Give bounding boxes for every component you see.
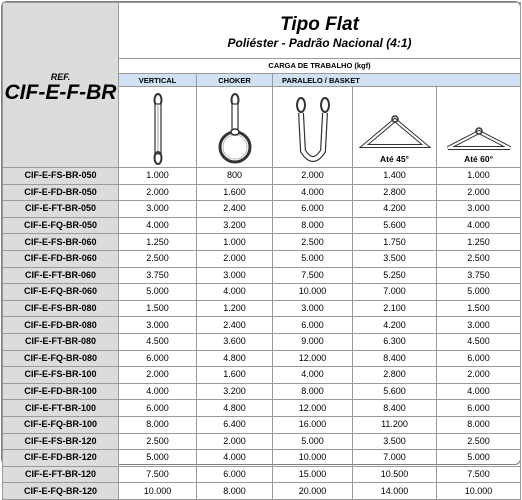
- table-row: [3, 168, 521, 185]
- basket-load-cell: 5.000: [273, 250, 353, 267]
- table-row: [3, 333, 521, 350]
- load-table: [2, 2, 521, 500]
- basket-load-cell: 20.000: [273, 483, 353, 500]
- angle60-load-cell: 4.000: [437, 383, 521, 400]
- angle45-pic-cell: [353, 87, 437, 168]
- angle-45-label: Até 45°: [380, 154, 409, 164]
- table-row: [3, 466, 521, 483]
- product-code-cell: CIF-E-FQ-BR-100: [3, 416, 119, 433]
- vertical-load-cell: 4.000: [119, 383, 197, 400]
- angle45-load-cell: 1.750: [353, 234, 437, 251]
- choker-load-cell: 3.200: [197, 383, 273, 400]
- vertical-sling-icon: [148, 91, 168, 167]
- basket-load-cell: 15.000: [273, 466, 353, 483]
- basket-load-cell: 3.000: [273, 300, 353, 317]
- table-row: [3, 267, 521, 284]
- vertical-load-cell: 2.500: [119, 250, 197, 267]
- choker-load-cell: 2.000: [197, 250, 273, 267]
- table-row: [3, 483, 521, 500]
- basket-pic-cell: [273, 87, 353, 168]
- angle45-load-cell: 4.200: [353, 317, 437, 334]
- angle45-load-cell: 10.500: [353, 466, 437, 483]
- choker-load-cell: 3.000: [197, 267, 273, 284]
- angle45-load-cell: 1.400: [353, 168, 437, 185]
- angle60-load-cell: 2.500: [437, 250, 521, 267]
- vertical-load-cell: 10.000: [119, 483, 197, 500]
- table-row: [3, 416, 521, 433]
- basket-load-cell: 12.000: [273, 400, 353, 417]
- table-row: [3, 234, 521, 251]
- choker-load-cell: 4.800: [197, 400, 273, 417]
- vertical-load-cell: 6.000: [119, 400, 197, 417]
- load-header: CARGA DE TRABALHO (kgf): [119, 59, 521, 74]
- product-code-cell: CIF-E-FQ-BR-060: [3, 284, 119, 301]
- angle-60-label: Até 60°: [464, 154, 493, 164]
- product-code-cell: CIF-E-FD-BR-100: [3, 383, 119, 400]
- choker-load-cell: 1.200: [197, 300, 273, 317]
- choker-load-cell: 2.400: [197, 201, 273, 218]
- basket-load-cell: 12.000: [273, 350, 353, 367]
- vertical-load-cell: 1.500: [119, 300, 197, 317]
- angle60-load-cell: 8.000: [437, 416, 521, 433]
- angle45-load-cell: 2.800: [353, 367, 437, 384]
- choker-load-cell: 2.400: [197, 317, 273, 334]
- choker-load-cell: 3.600: [197, 333, 273, 350]
- choker-load-cell: 800: [197, 168, 273, 185]
- basket-load-cell: 10.000: [273, 284, 353, 301]
- vertical-load-cell: 7.500: [119, 466, 197, 483]
- col-header-choker: CHOKER: [197, 74, 273, 87]
- angle60-load-cell: 2.000: [437, 184, 521, 201]
- ref-label: REF.: [50, 72, 71, 82]
- angle45-load-cell: 7.000: [353, 450, 437, 467]
- basket-sling-icon: [291, 91, 335, 167]
- product-code-cell: CIF-E-FS-BR-100: [3, 367, 119, 384]
- angle60-load-cell: 4.000: [437, 217, 521, 234]
- angle45-load-cell: 5.250: [353, 267, 437, 284]
- angle60-load-cell: 10.000: [437, 483, 521, 500]
- vertical-load-cell: 3.750: [119, 267, 197, 284]
- table-row: [3, 433, 521, 450]
- basket-load-cell: 2.000: [273, 168, 353, 185]
- vertical-pic-cell: [119, 87, 197, 168]
- product-code-cell: CIF-E-FS-BR-120: [3, 433, 119, 450]
- angle60-load-cell: 7.500: [437, 466, 521, 483]
- product-code-cell: CIF-E-FT-BR-060: [3, 267, 119, 284]
- vertical-load-cell: 2.000: [119, 367, 197, 384]
- product-code-cell: CIF-E-FT-BR-100: [3, 400, 119, 417]
- product-code-cell: CIF-E-FQ-BR-120: [3, 483, 119, 500]
- vertical-load-cell: 2.500: [119, 433, 197, 450]
- angle60-load-cell: 1.250: [437, 234, 521, 251]
- angle60-load-cell: 6.000: [437, 350, 521, 367]
- vertical-load-cell: 8.000: [119, 416, 197, 433]
- angle60-load-cell: 3.000: [437, 201, 521, 218]
- angle60-load-cell: 3.000: [437, 317, 521, 334]
- angle45-load-cell: 5.600: [353, 217, 437, 234]
- load-table-frame: [1, 1, 521, 496]
- choker-load-cell: 1.000: [197, 234, 273, 251]
- angle45-load-cell: 5.600: [353, 383, 437, 400]
- basket-load-cell: 9.000: [273, 333, 353, 350]
- choker-load-cell: 8.000: [197, 483, 273, 500]
- angle45-load-cell: 2.100: [353, 300, 437, 317]
- table-row: [3, 383, 521, 400]
- page-title: Tipo Flat: [280, 14, 359, 35]
- product-code-cell: CIF-E-FT-BR-050: [3, 201, 119, 218]
- angle60-load-cell: 1.000: [437, 168, 521, 185]
- angle45-load-cell: 2.800: [353, 184, 437, 201]
- col-header-paralelo: PARALELO / BASKET: [273, 74, 521, 87]
- angle45-load-cell: 14.000: [353, 483, 437, 500]
- basket-load-cell: 10.000: [273, 450, 353, 467]
- vertical-load-cell: 3.000: [119, 317, 197, 334]
- product-code-cell: CIF-E-FD-BR-120: [3, 450, 119, 467]
- table-row: [3, 367, 521, 384]
- product-code-cell: CIF-E-FT-BR-080: [3, 333, 119, 350]
- basket-load-cell: 6.000: [273, 317, 353, 334]
- table-row: [3, 400, 521, 417]
- title-cell: [119, 3, 521, 59]
- angle45-load-cell: 3.500: [353, 250, 437, 267]
- product-code-cell: CIF-E-FT-BR-120: [3, 466, 119, 483]
- product-code-cell: CIF-E-FS-BR-060: [3, 234, 119, 251]
- angle45-load-cell: 8.400: [353, 400, 437, 417]
- angle60-pic-cell: [437, 87, 521, 168]
- angle45-load-cell: 3.500: [353, 433, 437, 450]
- angle60-load-cell: 3.750: [437, 267, 521, 284]
- choker-load-cell: 3.200: [197, 217, 273, 234]
- ref-header-cell: [3, 3, 119, 168]
- table-row: [3, 317, 521, 334]
- table-row: [3, 450, 521, 467]
- table-body: [3, 168, 521, 500]
- table-row: [3, 217, 521, 234]
- vertical-load-cell: 4.000: [119, 217, 197, 234]
- choker-load-cell: 4.000: [197, 284, 273, 301]
- angle60-load-cell: 6.000: [437, 400, 521, 417]
- angle60-load-cell: 2.500: [437, 433, 521, 450]
- choker-load-cell: 6.000: [197, 466, 273, 483]
- product-code-cell: CIF-E-FS-BR-050: [3, 168, 119, 185]
- table-row: [3, 201, 521, 218]
- choker-load-cell: 1.600: [197, 367, 273, 384]
- table-row: [3, 250, 521, 267]
- angle45-load-cell: 8.400: [353, 350, 437, 367]
- choker-sling-icon: [213, 91, 257, 167]
- vertical-load-cell: 3.000: [119, 201, 197, 218]
- vertical-load-cell: 5.000: [119, 450, 197, 467]
- choker-load-cell: 2.000: [197, 433, 273, 450]
- angle45-load-cell: 4.200: [353, 201, 437, 218]
- angle45-load-cell: 6.300: [353, 333, 437, 350]
- product-code-cell: CIF-E-FD-BR-060: [3, 250, 119, 267]
- product-code-cell: CIF-E-FD-BR-080: [3, 317, 119, 334]
- basket-load-cell: 5.000: [273, 433, 353, 450]
- angle60-load-cell: 5.000: [437, 284, 521, 301]
- basket-load-cell: 8.000: [273, 383, 353, 400]
- basket-load-cell: 7.500: [273, 267, 353, 284]
- choker-load-cell: 1.600: [197, 184, 273, 201]
- vertical-load-cell: 5.000: [119, 284, 197, 301]
- basket-load-cell: 16.000: [273, 416, 353, 433]
- vertical-load-cell: 6.000: [119, 350, 197, 367]
- ref-code: CIF-E-F-BR: [4, 81, 117, 104]
- product-code-cell: CIF-E-FQ-BR-080: [3, 350, 119, 367]
- table-row: [3, 300, 521, 317]
- vertical-load-cell: 4.500: [119, 333, 197, 350]
- product-code-cell: CIF-E-FD-BR-050: [3, 184, 119, 201]
- vertical-load-cell: 2.000: [119, 184, 197, 201]
- basket-load-cell: 4.000: [273, 367, 353, 384]
- table-row: [3, 184, 521, 201]
- page-subtitle: Poliéster - Padrão Nacional (4:1): [227, 36, 412, 50]
- angle60-load-cell: 5.000: [437, 450, 521, 467]
- vertical-load-cell: 1.000: [119, 168, 197, 185]
- col-header-vertical: VERTICAL: [119, 74, 197, 87]
- choker-load-cell: 4.000: [197, 450, 273, 467]
- basket-load-cell: 8.000: [273, 217, 353, 234]
- basket-load-cell: 4.000: [273, 184, 353, 201]
- angle45-load-cell: 7.000: [353, 284, 437, 301]
- angle60-load-cell: 1.500: [437, 300, 521, 317]
- angle45-load-cell: 11.200: [353, 416, 437, 433]
- table-row: [3, 284, 521, 301]
- choker-load-cell: 6.400: [197, 416, 273, 433]
- angle60-load-cell: 2.000: [437, 367, 521, 384]
- basket-45-sling-icon: [360, 110, 430, 154]
- product-code-cell: CIF-E-FS-BR-080: [3, 300, 119, 317]
- table-row: [3, 350, 521, 367]
- basket-load-cell: 2.500: [273, 234, 353, 251]
- angle60-load-cell: 4.500: [437, 333, 521, 350]
- choker-load-cell: 4.800: [197, 350, 273, 367]
- basket-60-sling-icon: [444, 124, 514, 154]
- product-code-cell: CIF-E-FQ-BR-050: [3, 217, 119, 234]
- vertical-load-cell: 1.250: [119, 234, 197, 251]
- choker-pic-cell: [197, 87, 273, 168]
- basket-load-cell: 6.000: [273, 201, 353, 218]
